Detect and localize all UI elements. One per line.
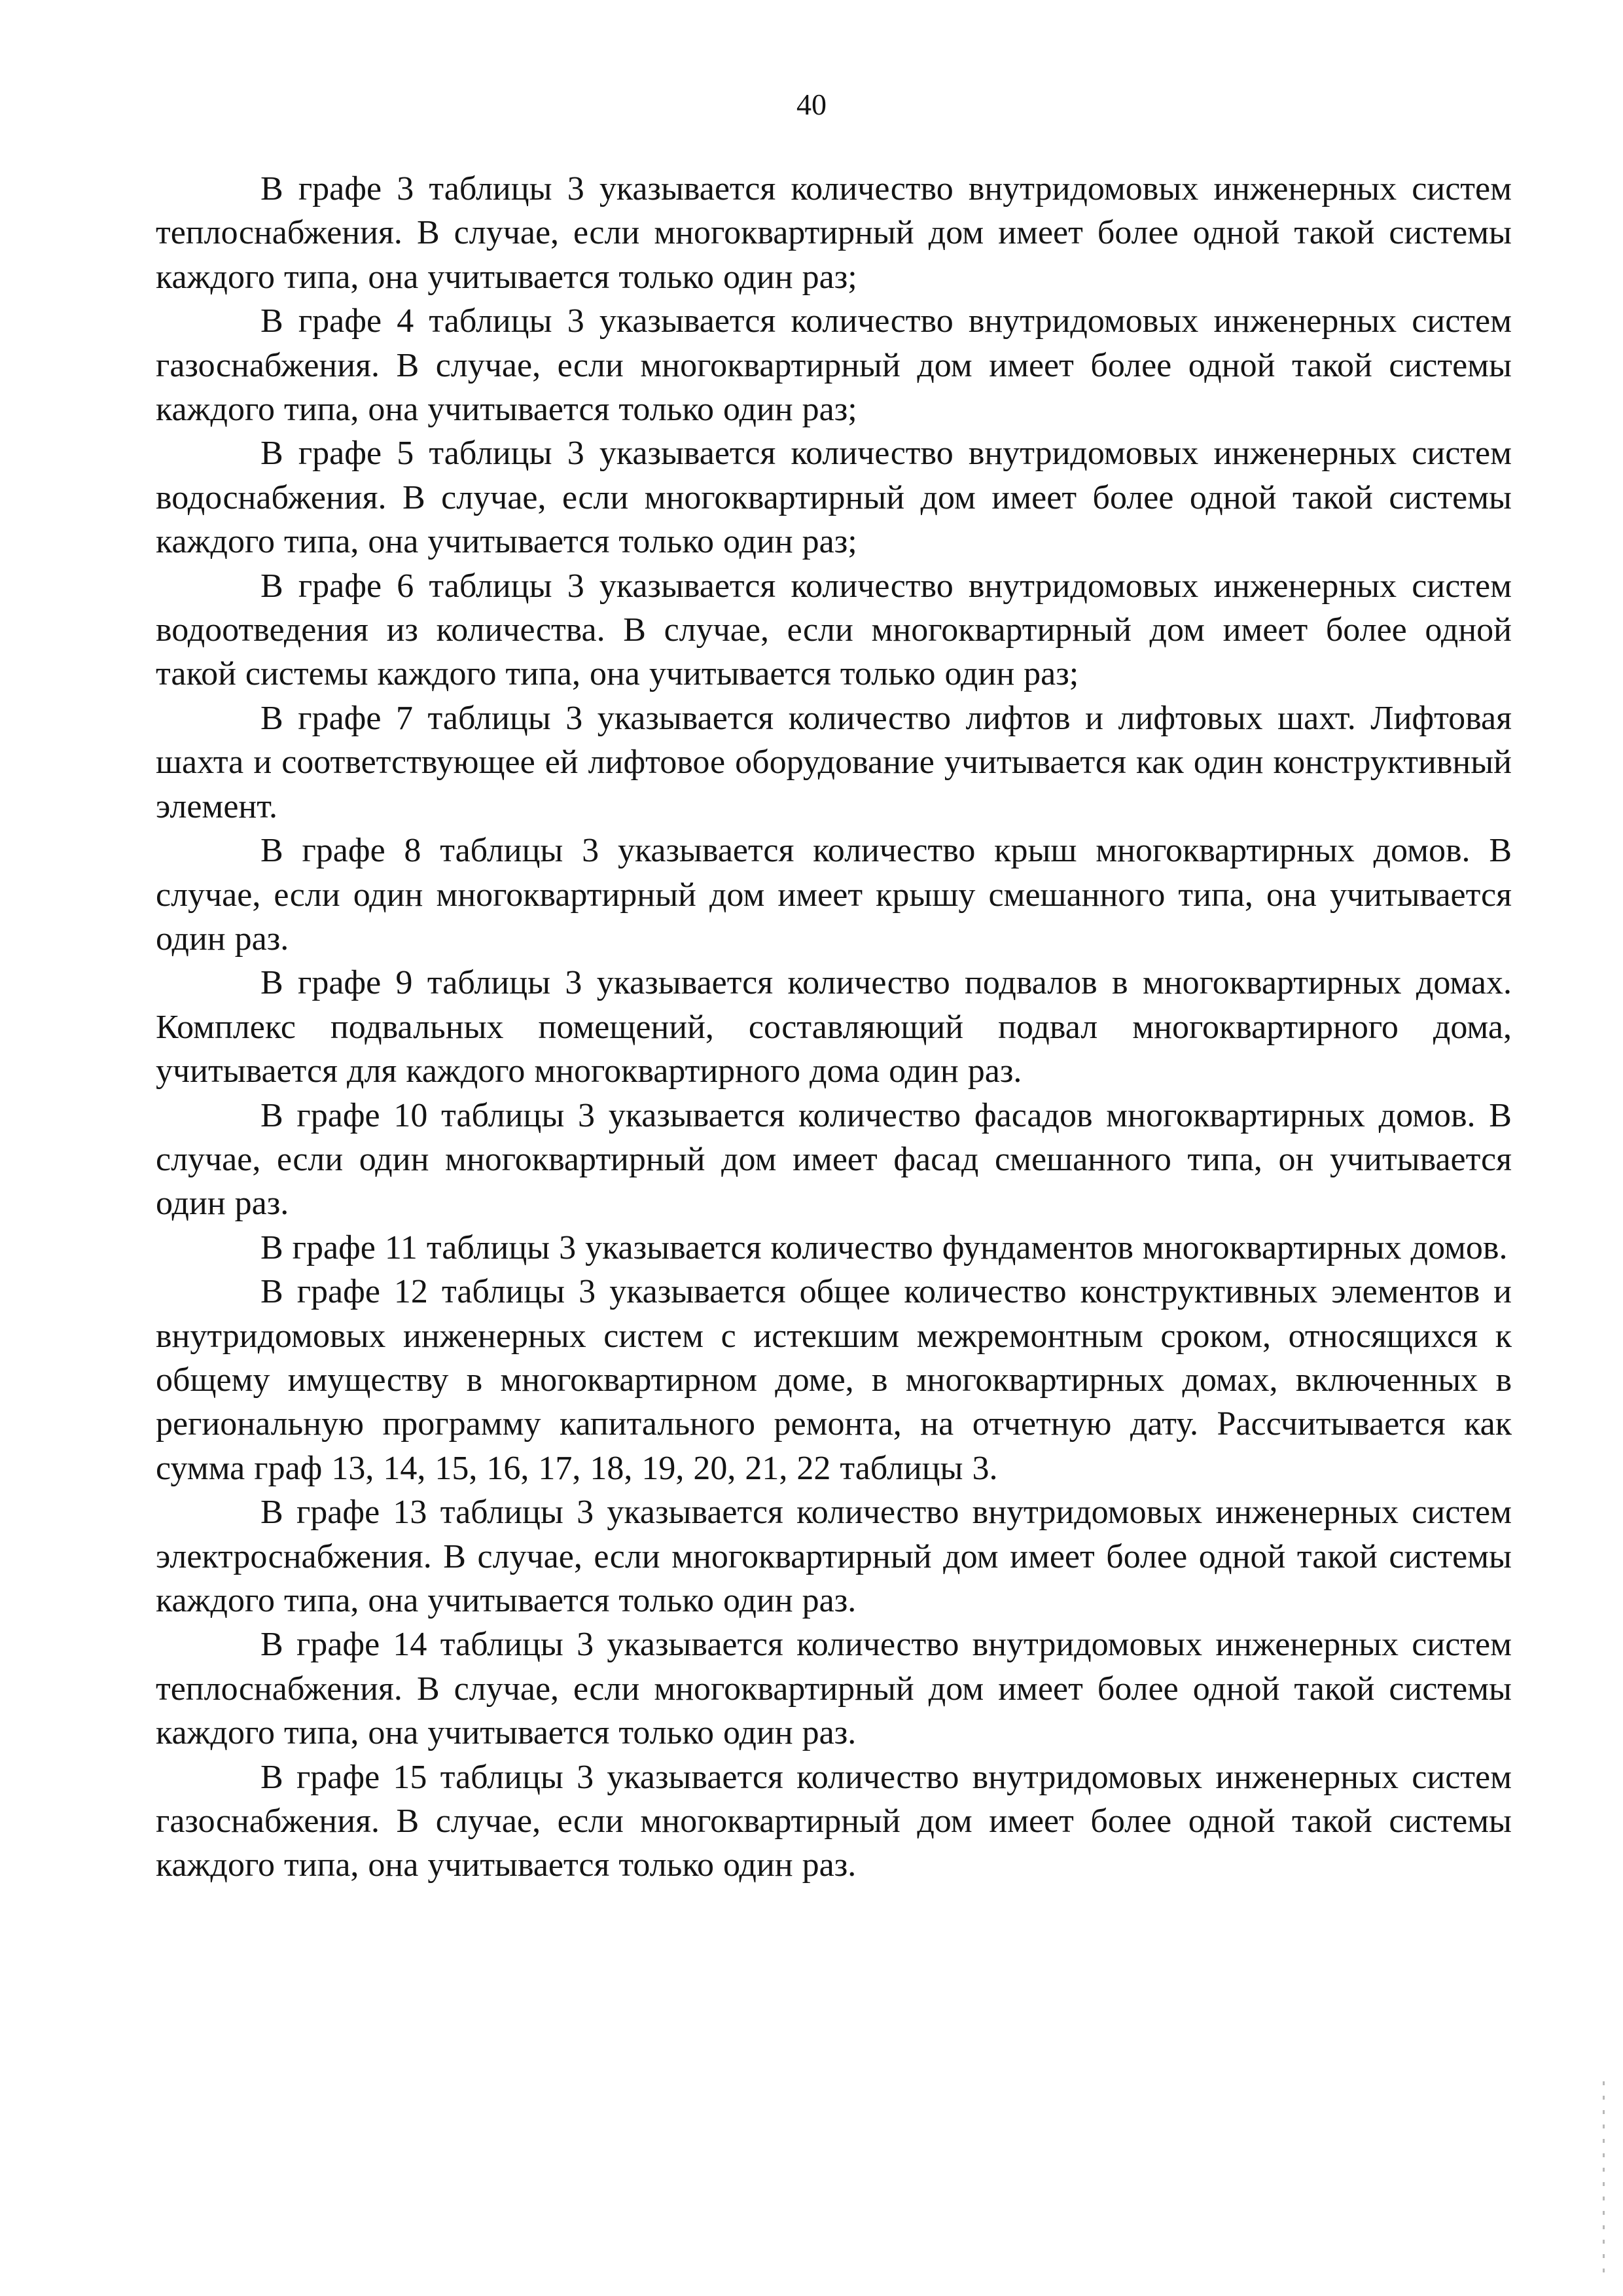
paragraph-grafa-15: В графе 15 таблицы 3 указывается количество внутридомовых инженерных систем газоснабжения. В случае, если многоквартирный дом имеет более одной такой системы каждого типа, она учитывается только один раз. [156, 1758, 1512, 1884]
page-number: 40 [796, 88, 827, 121]
paragraph-grafa-5: В графе 5 таблицы 3 указывается количество внутридомовых инженерных систем водоснабжения. В случае, если многоквартирный дом имеет более одной такой системы каждого типа, она учитывается только один раз; [156, 435, 1512, 561]
paragraph-grafa-10: В графе 10 таблицы 3 указывается количество фасадов многоквартирных домов. В случае, если один многоквартирный дом имеет фасад смешанного типа, он учитывается один раз. [156, 1096, 1512, 1223]
paragraph-grafa-13: В графе 13 таблицы 3 указывается количество внутридомовых инженерных систем электроснабжения. В случае, если многоквартирный дом имеет более одной такой системы каждого типа, она учитывается только один раз. [156, 1494, 1512, 1619]
text-body [156, 167, 1512, 1888]
paragraph-grafa-14: В графе 14 таблицы 3 указывается количество внутридомовых инженерных систем теплоснабжения. В случае, если многоквартирный дом имеет более одной такой системы каждого типа, она учитывается только один раз. [156, 1626, 1512, 1752]
paragraph-grafa-6: В графе 6 таблицы 3 указывается количество внутридомовых инженерных систем водоотведения из количества. В случае, если многоквартирный дом имеет более одной такой системы каждого типа, она учитывается только один раз; [156, 567, 1512, 693]
paragraph-grafa-12: В графе 12 таблицы 3 указывается общее количество конструктивных элементов и внутридомовых инженерных систем с истекшим межремонтным сроком, относящихся к общему имуществу в многоквартирном доме, в многоквартирных домах, включенных в региональную программу капитального ремонта, на отчетную дату. Рассчитывается как сумма граф 13, 14, 15, 16, 17, 18, 19, 20, 21, 22 таблицы 3. [156, 1273, 1512, 1487]
paragraph-grafa-8: В графе 8 таблицы 3 указывается количество крыш многоквартирных домов. В случае, если один многоквартирный дом имеет крышу смешанного типа, она учитывается один раз. [156, 832, 1512, 958]
paragraph-grafa-9: В графе 9 таблицы 3 указывается количество подвалов в многоквартирных домах. Комплекс подвальных помещений, составляющий подвал многоквартирного дома, учитывается для каждого многоквартирного дома один раз. [156, 964, 1512, 1090]
paragraph-grafa-3: В графе 3 таблицы 3 указывается количество внутридомовых инженерных систем теплоснабжения. В случае, если многоквартирный дом имеет более одной такой системы каждого типа, она учитывается только один раз; [156, 170, 1512, 296]
paragraph-grafa-4: В графе 4 таблицы 3 указывается количество внутридомовых инженерных систем газоснабжения. В случае, если многоквартирный дом имеет более одной такой системы каждого типа, она учитывается только один раз; [156, 302, 1512, 429]
paragraph-grafa-7: В графе 7 таблицы 3 указывается количество лифтов и лифтовых шахт. Лифтовая шахта и соответствующее ей лифтовое оборудование учитывается как один конструктивный элемент. [156, 699, 1512, 825]
scan-edge-mark [1603, 2081, 1605, 2278]
paragraph-grafa-11: В графе 11 таблицы 3 указывается количество фундаментов многоквартирных домов. [260, 1229, 1508, 1266]
